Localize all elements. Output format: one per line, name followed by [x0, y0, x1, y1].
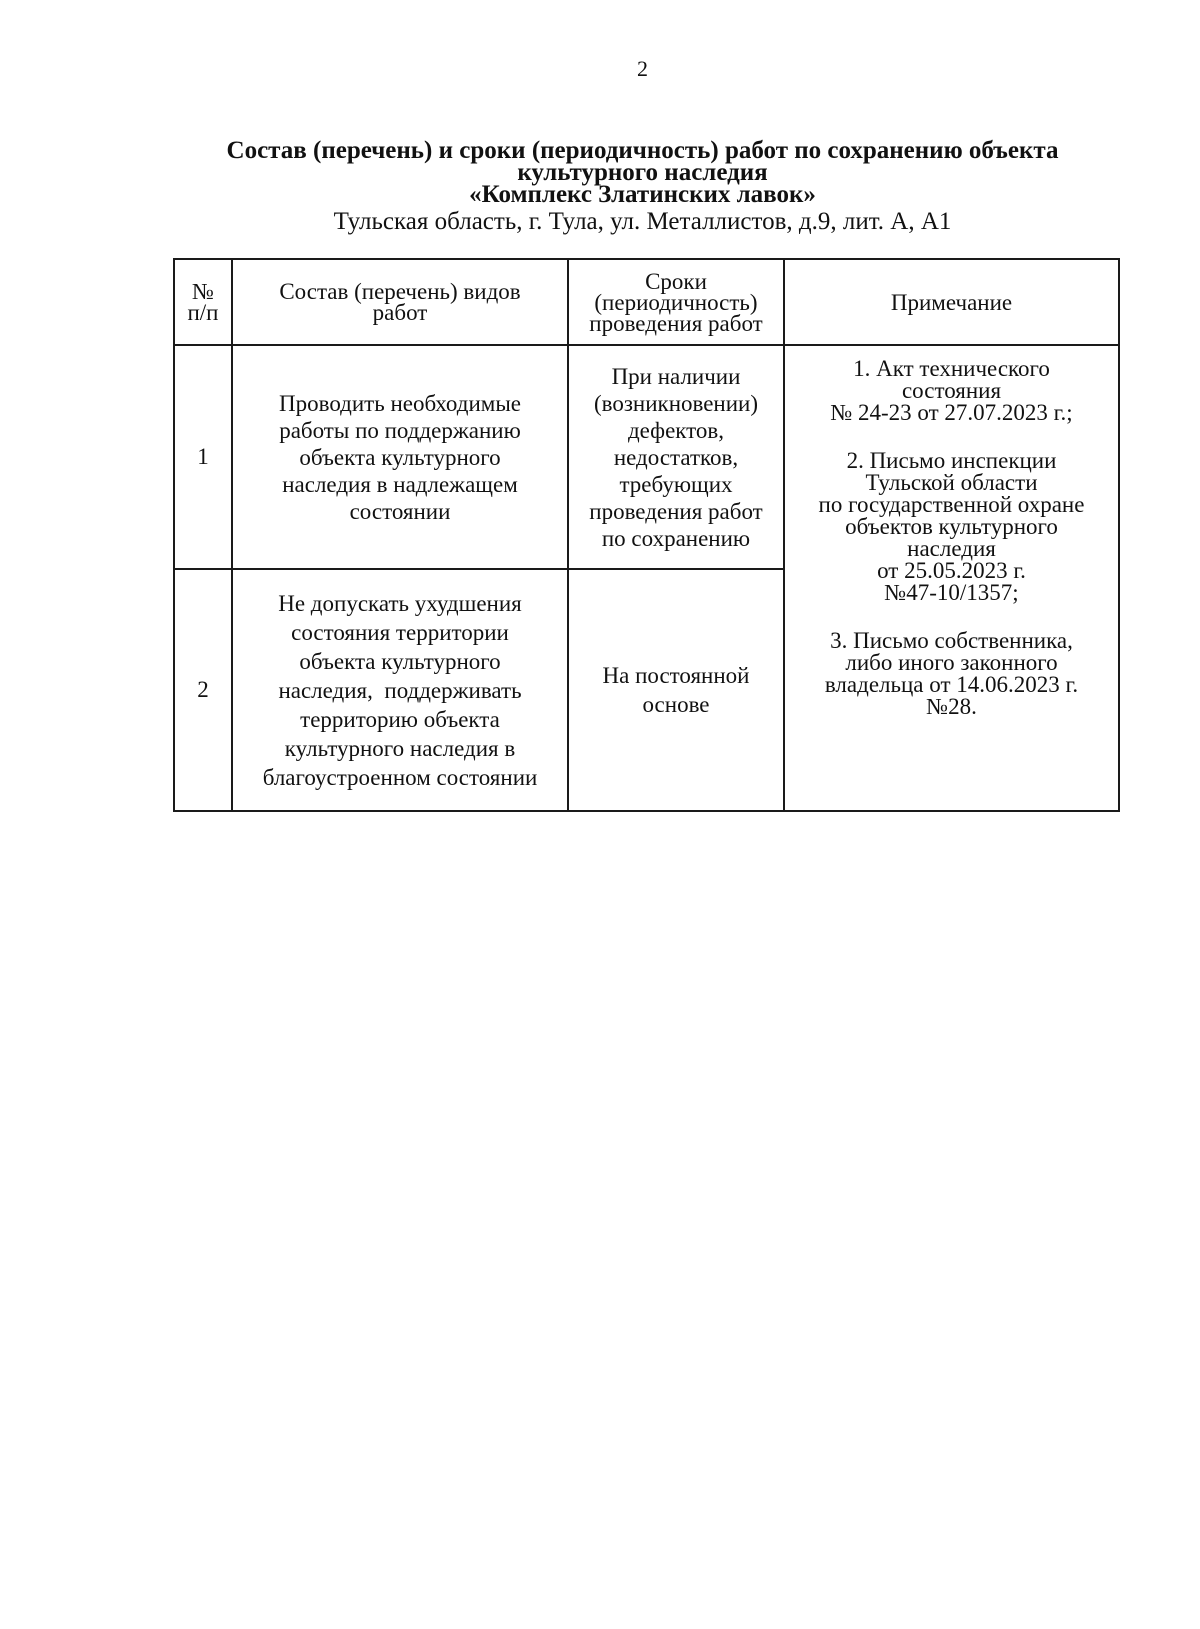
- row-works: [232, 345, 568, 569]
- note-line: состояния: [901, 378, 1002, 403]
- works-line: Проводить необходимые: [279, 390, 521, 416]
- works-line: Не допускать ухудшения: [278, 590, 522, 616]
- note-line: наследия: [907, 536, 996, 561]
- row-number: 1: [174, 345, 232, 569]
- note-line: №28.: [926, 694, 977, 719]
- header-notes: Примечание: [784, 259, 1119, 345]
- terms-line: по сохранению: [601, 525, 751, 551]
- table-header-row: [174, 259, 1119, 345]
- works-line: работы по поддержанию: [279, 417, 521, 443]
- row-number: 2: [174, 569, 232, 811]
- header-works-line: работ: [372, 300, 428, 325]
- terms-line: недостатков,: [613, 444, 739, 470]
- header-number: [174, 259, 232, 345]
- works-line: состоянии: [349, 498, 451, 524]
- header-works: [232, 259, 568, 345]
- works-line: культурного наследия в: [284, 735, 516, 761]
- header-terms-line: проведения работ: [589, 310, 763, 336]
- works-line: благоустроенном состоянии: [262, 764, 538, 790]
- page-number: 2: [637, 56, 648, 81]
- note-line: владельца от 14.06.2023 г.: [824, 672, 1079, 697]
- note-1: [791, 358, 1112, 424]
- header-number-line: №: [192, 279, 214, 304]
- object-address: Тульская область, г. Тула, ул. Металлистов, д.9, лит. А, А1: [333, 208, 952, 235]
- note-line: от 25.05.2023 г.: [877, 558, 1026, 583]
- terms-line: На постоянной: [602, 663, 750, 688]
- title-line-1: Состав (перечень) и сроки (периодичность) работ по сохранению объекта: [226, 137, 1059, 164]
- row-terms: [568, 569, 784, 811]
- note-line: 3. Письмо собственника,: [830, 628, 1073, 653]
- note-line: Тульской области: [865, 470, 1038, 495]
- header-works-line: Состав (перечень) видов: [279, 279, 521, 304]
- terms-line: При наличии: [611, 363, 741, 389]
- note-2: [791, 450, 1112, 604]
- works-line: территорию объекта: [300, 706, 500, 732]
- header-terms: [568, 259, 784, 345]
- header-terms-line: (периодичность): [594, 289, 758, 315]
- note-line: 2. Письмо инспекции: [846, 448, 1057, 473]
- note-line: №47-10/1357;: [884, 580, 1019, 605]
- header-number-line: п/п: [187, 300, 219, 325]
- document-heading: [170, 137, 1115, 236]
- note-3: [791, 630, 1112, 718]
- works-line: состояния территории: [291, 619, 509, 645]
- works-line: объекта культурного: [299, 444, 501, 470]
- note-line: 1. Акт технического: [853, 356, 1050, 381]
- works-line: наследия в надлежащем: [282, 471, 518, 497]
- row-works: [232, 569, 568, 811]
- row-terms: [568, 345, 784, 569]
- works-line: наследия, поддерживать: [278, 677, 522, 703]
- note-line: № 24-23 от 27.07.2023 г.;: [830, 400, 1073, 425]
- header-terms-line: Сроки: [645, 268, 707, 294]
- note-line: объектов культурного: [845, 514, 1058, 539]
- works-line: объекта культурного: [299, 648, 501, 674]
- title-line-3: «Комплекс Златинских лавок»: [469, 181, 816, 208]
- terms-line: требующих: [619, 471, 733, 497]
- table-row: [174, 345, 1119, 569]
- terms-line: основе: [642, 692, 710, 717]
- title-line-2: культурного наследия: [517, 159, 768, 186]
- row-notes: [784, 345, 1119, 811]
- works-table: [173, 258, 1120, 812]
- terms-line: дефектов,: [627, 417, 725, 443]
- terms-line: проведения работ: [589, 498, 763, 524]
- note-line: по государственной охране: [818, 492, 1085, 517]
- terms-line: (возникновении): [593, 390, 759, 416]
- note-line: либо иного законного: [845, 650, 1058, 675]
